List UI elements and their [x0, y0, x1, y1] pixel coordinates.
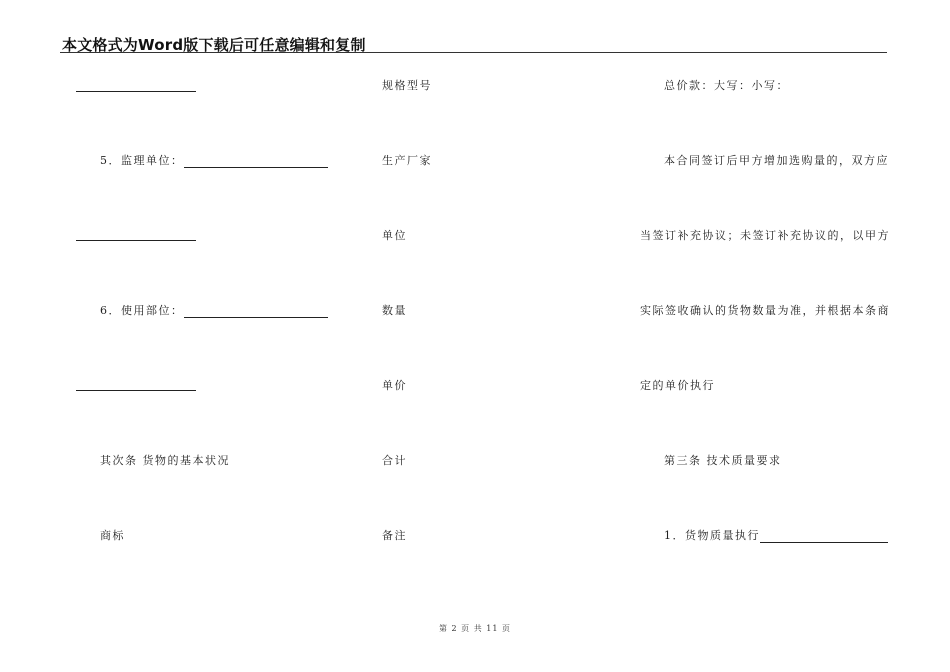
blank-rule-1	[76, 91, 196, 92]
quality-standard-label: 1．货物质量执行	[664, 529, 760, 542]
paragraph-line-3: 实际签收确认的货物数量为准，并根据本条商	[640, 304, 890, 317]
quality-standard-row	[664, 529, 888, 543]
usage-location-blank	[184, 306, 328, 318]
usage-location-row	[100, 304, 328, 318]
spec-model-label: 规格型号	[382, 79, 432, 92]
quality-standard-blank	[760, 531, 888, 543]
paragraph-line-2: 当签订补充协议；未签订补充协议的，以甲方	[640, 229, 890, 242]
header-divider	[60, 52, 887, 53]
page-footer: 第 2 页 共 11 页	[439, 624, 511, 633]
clause2-heading: 其次条 货物的基本状况	[100, 454, 230, 467]
usage-location-label: 6．使用部位：	[100, 304, 184, 317]
quantity-label: 数量	[382, 304, 407, 317]
paragraph-line-1: 本合同签订后甲方增加选购量的，双方应	[664, 154, 889, 167]
clause3-heading: 第三条 技术质量要求	[664, 454, 782, 467]
paragraph-line-4: 定的单价执行	[640, 379, 715, 392]
total-price-label: 总价款：大写：小写：	[664, 79, 789, 92]
page-header-title: 本文格式为Word版下载后可任意编辑和复制	[62, 36, 366, 54]
unit-label: 单位	[382, 229, 407, 242]
trademark-label: 商标	[100, 529, 125, 542]
blank-rule-3	[76, 390, 196, 391]
supervision-unit-blank	[184, 156, 328, 168]
remarks-label: 备注	[382, 529, 407, 542]
supervision-unit-label: 5．监理单位：	[100, 154, 184, 167]
total-label: 合计	[382, 454, 407, 467]
manufacturer-label: 生产厂家	[382, 154, 432, 167]
supervision-unit-row	[100, 154, 328, 168]
unit-price-label: 单价	[382, 379, 407, 392]
blank-rule-2	[76, 240, 196, 241]
